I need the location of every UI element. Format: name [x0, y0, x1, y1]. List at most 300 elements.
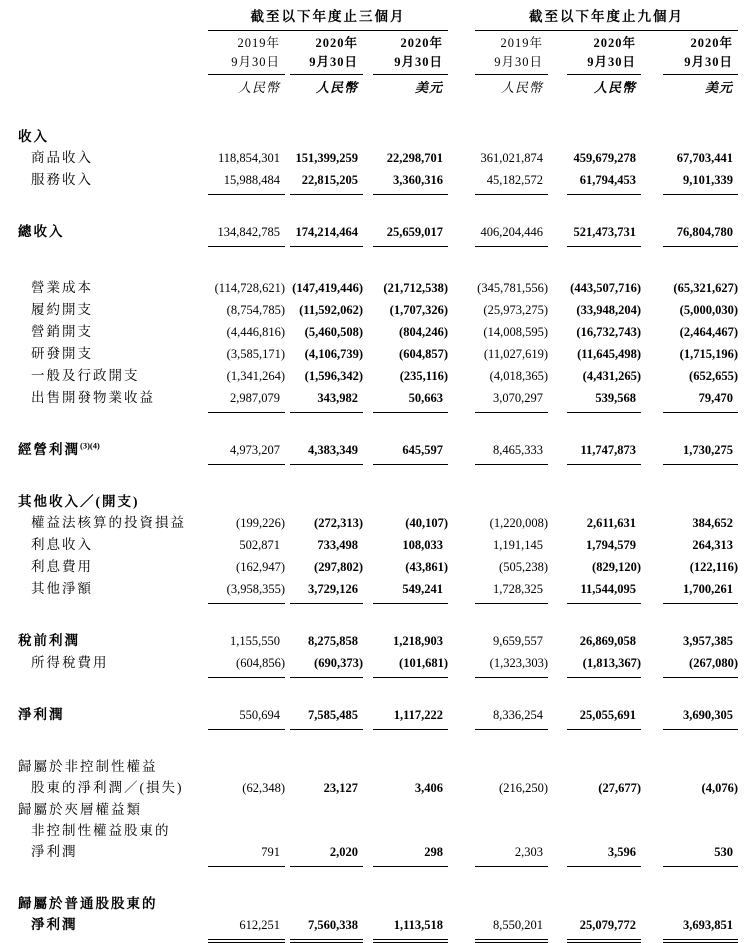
value-text: 3,596: [607, 845, 636, 859]
value-cell: [373, 513, 448, 534]
table-row: [18, 343, 738, 365]
row-label-text: 營業成本: [31, 280, 93, 295]
row-label-text: 權益法核算的投資損益: [31, 515, 186, 530]
row-label-text: 淨利潤: [31, 844, 78, 859]
table-header-groups: [18, 6, 738, 31]
value-cell: [475, 170, 548, 195]
row-label-text: 其他收入／(開支): [18, 494, 140, 509]
value-cell: [373, 653, 448, 678]
column-year: 2020年: [690, 36, 733, 50]
value-text: 3,693,851: [683, 918, 733, 932]
value-text: 8,336,254: [493, 708, 543, 722]
column-header: [567, 34, 641, 75]
spacer-row: [18, 678, 738, 704]
value-cell: [475, 631, 548, 652]
value-text: (829,120): [592, 560, 641, 574]
row-label-text: 利息費用: [31, 559, 93, 574]
value-cell: [373, 842, 448, 867]
row-label-text: 所得稅費用: [31, 655, 109, 670]
value-text: 502,871: [239, 538, 280, 552]
value-text: (114,728,621): [214, 281, 285, 295]
value-text: 550,694: [239, 708, 280, 722]
value-cell: [663, 300, 738, 321]
column-year: 2020年: [400, 36, 443, 50]
value-cell: [475, 557, 548, 578]
value-cell: [208, 557, 285, 578]
value-text: (1,596,342): [304, 369, 363, 383]
value-text: (2,464,467): [679, 325, 738, 339]
value-text: (3,585,171): [226, 347, 285, 361]
value-cell: [290, 778, 363, 799]
table-row: [18, 299, 738, 321]
table-row: [18, 147, 738, 169]
value-cell: [373, 778, 448, 799]
value-text: 26,869,058: [579, 634, 636, 648]
value-text: (4,076): [701, 781, 738, 795]
value-cell: [567, 170, 641, 195]
value-text: 134,842,785: [217, 225, 280, 239]
value-cell: [290, 440, 363, 465]
value-cell: [208, 915, 285, 940]
column-date: 9月30日: [587, 55, 636, 69]
row-label: [18, 534, 208, 555]
value-text: (11,592,062): [299, 303, 363, 317]
value-cell: [567, 300, 641, 321]
value-text: 3,957,385: [683, 634, 733, 648]
value-text: (5,000,030): [679, 303, 738, 317]
value-text: 2,303: [514, 845, 543, 859]
table-header-currencies: [18, 75, 738, 98]
value-cell: [567, 366, 641, 387]
column-date: 9月30日: [231, 55, 280, 69]
value-text: 3,406: [414, 781, 443, 795]
value-cell: [475, 535, 548, 556]
value-text: 9,101,339: [683, 173, 733, 187]
value-cell: [567, 579, 641, 604]
value-cell: [663, 579, 738, 604]
spacer-row: [18, 247, 738, 277]
spacer-row: [18, 413, 738, 439]
value-text: 22,298,701: [386, 151, 443, 165]
table-row: [18, 169, 738, 195]
value-text: (1,323,303): [489, 656, 548, 670]
value-cell: [290, 705, 363, 730]
value-cell: [208, 440, 285, 465]
value-cell: [373, 322, 448, 343]
value-cell: [567, 778, 641, 799]
value-text: 1,728,325: [493, 582, 543, 596]
row-label: [18, 387, 208, 408]
value-text: (297,802): [314, 560, 363, 574]
value-cell: [663, 631, 738, 652]
spacer-row: [18, 465, 738, 491]
value-text: 118,854,301: [217, 151, 280, 165]
value-cell: [567, 915, 641, 940]
value-cell: [290, 513, 363, 534]
value-cell: [663, 778, 738, 799]
value-text: (1,220,008): [489, 516, 548, 530]
value-cell: [567, 440, 641, 465]
column-year: 2019年: [237, 36, 280, 50]
row-label-text: 收入: [18, 129, 49, 144]
column-date: 9月30日: [309, 55, 358, 69]
value-text: (5,460,508): [304, 325, 363, 339]
table-row: [18, 704, 738, 730]
value-cell: [208, 842, 285, 867]
row-label: [18, 343, 208, 364]
value-text: 1,191,145: [493, 538, 543, 552]
table-row: [18, 491, 738, 512]
value-cell: [290, 322, 363, 343]
value-text: 8,275,858: [308, 634, 358, 648]
value-cell: [475, 778, 548, 799]
value-cell: [208, 653, 285, 678]
value-cell: [663, 535, 738, 556]
value-cell: [208, 778, 285, 799]
value-text: (101,681): [399, 656, 448, 670]
row-label: [18, 777, 208, 798]
row-label: [18, 799, 208, 820]
row-label-text: 經營利潤: [18, 442, 80, 457]
value-cell: [373, 915, 448, 940]
column-date: 9月30日: [494, 55, 543, 69]
column-year: 2020年: [593, 36, 636, 50]
table-row: [18, 652, 738, 678]
value-text: (147,419,446): [292, 281, 363, 295]
row-label: [18, 652, 208, 673]
value-text: 151,399,259: [295, 151, 358, 165]
value-cell: [208, 631, 285, 652]
value-cell: [475, 513, 548, 534]
value-text: 645,597: [402, 443, 443, 457]
value-cell: [663, 170, 738, 195]
table-row: [18, 799, 738, 820]
value-cell: [208, 148, 285, 169]
row-label: [18, 578, 208, 599]
table-row: [18, 756, 738, 777]
value-text: (1,813,367): [582, 656, 641, 670]
value-text: (122,116): [689, 560, 738, 574]
table-row: [18, 893, 738, 914]
row-label: [18, 221, 208, 242]
value-cell: [475, 366, 548, 387]
value-text: 15,988,484: [223, 173, 280, 187]
value-text: 11,544,095: [580, 582, 636, 596]
value-text: (4,106,739): [304, 347, 363, 361]
value-text: 79,470: [698, 391, 733, 405]
value-text: 406,204,446: [480, 225, 543, 239]
value-text: 1,117,222: [393, 708, 443, 722]
table-row: [18, 820, 738, 841]
value-text: 11,747,873: [580, 443, 636, 457]
row-label-text: 非控制性權益股東的: [31, 823, 171, 838]
table-row: [18, 221, 738, 247]
currency-label: 美元: [414, 80, 443, 95]
value-cell: [290, 653, 363, 678]
value-cell: [475, 579, 548, 604]
row-label-text: 總收入: [18, 224, 65, 239]
value-text: 791: [261, 845, 280, 859]
period-group-header: 截至以下年度止三個月: [208, 6, 448, 31]
value-text: 50,663: [408, 391, 443, 405]
table-row: [18, 126, 738, 147]
value-text: (65,321,627): [673, 281, 738, 295]
value-text: 343,982: [317, 391, 358, 405]
value-text: 8,550,201: [493, 918, 543, 932]
value-text: (1,715,196): [679, 347, 738, 361]
value-text: 67,703,441: [676, 151, 733, 165]
value-cell: [663, 388, 738, 413]
value-cell: [208, 222, 285, 247]
row-label-text: 研發開支: [31, 346, 93, 361]
row-label: [18, 704, 208, 725]
value-cell: [208, 344, 285, 365]
column-header: [373, 34, 448, 75]
value-cell: [663, 653, 738, 678]
value-text: 3,360,316: [393, 173, 443, 187]
row-label: [18, 841, 208, 862]
value-cell: [567, 705, 641, 730]
value-cell: [373, 278, 448, 299]
value-cell: [567, 557, 641, 578]
value-text: (267,080): [689, 656, 738, 670]
value-text: 530: [714, 845, 733, 859]
table-row: [18, 556, 738, 578]
value-cell: [475, 440, 548, 465]
value-text: (3,958,355): [226, 582, 285, 596]
value-cell: [567, 388, 641, 413]
value-cell: [290, 366, 363, 387]
value-text: 4,973,207: [230, 443, 280, 457]
table-row: [18, 578, 738, 604]
value-cell: [290, 557, 363, 578]
table-row: [18, 439, 738, 465]
value-text: (443,507,716): [570, 281, 641, 295]
row-label-text: 歸屬於非控制性權益: [18, 759, 158, 774]
value-text: (235,116): [399, 369, 448, 383]
value-text: 612,251: [239, 918, 280, 932]
value-cell: [663, 842, 738, 867]
value-cell: [373, 631, 448, 652]
currency-label: 人民幣: [500, 80, 543, 95]
value-cell: [373, 388, 448, 413]
value-cell: [475, 388, 548, 413]
value-text: 23,127: [323, 781, 358, 795]
value-text: 2,020: [329, 845, 358, 859]
row-label-text: 營銷開支: [31, 324, 93, 339]
row-label: [18, 169, 208, 190]
value-text: (62,348): [242, 781, 285, 795]
value-text: (216,250): [499, 781, 548, 795]
row-label: [18, 365, 208, 386]
value-cell: [208, 170, 285, 195]
value-text: 25,659,017: [386, 225, 443, 239]
spacer-row: [18, 604, 738, 630]
value-cell: [208, 579, 285, 604]
value-cell: [208, 535, 285, 556]
value-cell: [290, 631, 363, 652]
value-cell: [373, 222, 448, 247]
value-cell: [567, 344, 641, 365]
value-cell: [475, 653, 548, 678]
value-text: (804,246): [399, 325, 448, 339]
value-text: (604,856): [236, 656, 285, 670]
value-text: (4,446,816): [226, 325, 285, 339]
value-cell: [373, 170, 448, 195]
value-cell: [475, 148, 548, 169]
value-text: (272,313): [314, 516, 363, 530]
value-cell: [663, 366, 738, 387]
row-label-text: 淨利潤: [18, 707, 65, 722]
column-year: 2019年: [500, 36, 543, 50]
value-text: (505,238): [499, 560, 548, 574]
value-cell: [567, 653, 641, 678]
income-statement-table: [18, 6, 738, 940]
value-cell: [567, 842, 641, 867]
value-cell: [567, 322, 641, 343]
value-cell: [475, 705, 548, 730]
row-label: [18, 820, 208, 841]
row-label-text: 履約開支: [31, 302, 93, 317]
value-text: 3,729,126: [308, 582, 358, 596]
row-label: [18, 321, 208, 342]
value-cell: [663, 148, 738, 169]
value-cell: [663, 705, 738, 730]
row-label: [18, 277, 208, 298]
value-text: 361,021,874: [480, 151, 543, 165]
spacer-row: [18, 730, 738, 756]
row-label: [18, 630, 208, 651]
value-cell: [290, 915, 363, 940]
value-cell: [567, 631, 641, 652]
value-cell: [567, 535, 641, 556]
value-cell: [567, 222, 641, 247]
value-cell: [663, 344, 738, 365]
value-text: 2,611,631: [586, 516, 636, 530]
value-cell: [290, 535, 363, 556]
value-cell: [373, 148, 448, 169]
table-row: [18, 365, 738, 387]
value-cell: [663, 557, 738, 578]
value-text: 539,568: [595, 391, 636, 405]
row-label-text: 服務收入: [31, 172, 93, 187]
value-text: (345,781,556): [477, 281, 548, 295]
value-text: (25,973,275): [483, 303, 548, 317]
value-text: (690,373): [314, 656, 363, 670]
table-row: [18, 914, 738, 940]
value-text: 174,214,464: [295, 225, 358, 239]
value-cell: [663, 278, 738, 299]
value-cell: [290, 300, 363, 321]
value-cell: [663, 440, 738, 465]
row-label-text: 股東的淨利潤／(損失): [31, 780, 184, 795]
value-cell: [208, 322, 285, 343]
value-text: (33,948,204): [576, 303, 641, 317]
value-cell: [373, 344, 448, 365]
table-row: [18, 321, 738, 343]
table-row: [18, 512, 738, 534]
row-label: [18, 491, 208, 512]
value-cell: [290, 222, 363, 247]
value-cell: [290, 170, 363, 195]
value-cell: [208, 388, 285, 413]
table-row: [18, 277, 738, 299]
row-label: [18, 299, 208, 320]
value-text: 108,033: [402, 538, 443, 552]
row-label-text: 一般及行政開支: [31, 368, 140, 383]
table-row: [18, 777, 738, 799]
value-text: 1,700,261: [683, 582, 733, 596]
value-cell: [567, 278, 641, 299]
currency-label: 美元: [704, 80, 733, 95]
value-text: (43,861): [405, 560, 448, 574]
value-text: (21,712,538): [383, 281, 448, 295]
row-label-text: 利息收入: [31, 537, 93, 552]
value-cell: [208, 513, 285, 534]
row-label: [18, 756, 208, 777]
value-text: (604,857): [399, 347, 448, 361]
value-text: (40,107): [405, 516, 448, 530]
value-text: 8,465,333: [493, 443, 543, 457]
value-text: 521,473,731: [573, 225, 636, 239]
value-text: 25,055,691: [579, 708, 636, 722]
row-label-text: 歸屬於夾層權益類: [18, 802, 142, 817]
column-date: 9月30日: [684, 55, 733, 69]
row-label-text: 歸屬於普通股股東的: [18, 896, 158, 911]
row-label: [18, 126, 208, 147]
value-text: (162,947): [236, 560, 285, 574]
value-cell: [475, 344, 548, 365]
value-cell: [208, 705, 285, 730]
row-label: [18, 914, 208, 935]
row-label: [18, 512, 208, 533]
value-cell: [373, 557, 448, 578]
value-cell: [290, 278, 363, 299]
value-text: (16,732,743): [576, 325, 641, 339]
value-text: (652,655): [689, 369, 738, 383]
value-text: 45,182,572: [486, 173, 543, 187]
value-text: 1,730,275: [683, 443, 733, 457]
row-label-text: 商品收入: [31, 150, 93, 165]
value-cell: [290, 388, 363, 413]
value-cell: [567, 513, 641, 534]
value-cell: [663, 222, 738, 247]
value-cell: [567, 148, 641, 169]
value-cell: [475, 300, 548, 321]
value-text: 76,804,780: [676, 225, 733, 239]
currency-label: 人民幣: [593, 80, 636, 95]
value-text: 733,498: [317, 538, 358, 552]
value-text: 384,652: [692, 516, 733, 530]
value-text: (8,754,785): [226, 303, 285, 317]
value-text: (14,008,595): [483, 325, 548, 339]
value-text: 298: [424, 845, 443, 859]
table-row: [18, 387, 738, 413]
row-label-text: 出售開發物業收益: [31, 390, 155, 405]
currency-label: 人民幣: [237, 80, 280, 95]
value-text: 25,079,772: [579, 918, 636, 932]
value-text: 4,383,349: [308, 443, 358, 457]
value-text: 459,679,278: [573, 151, 636, 165]
value-text: (11,645,498): [577, 347, 641, 361]
value-text: 2,987,079: [230, 391, 280, 405]
value-cell: [663, 915, 738, 940]
value-text: 1,218,903: [393, 634, 443, 648]
value-cell: [475, 842, 548, 867]
value-cell: [373, 440, 448, 465]
value-text: 22,815,205: [301, 173, 358, 187]
value-text: (1,341,264): [226, 369, 285, 383]
